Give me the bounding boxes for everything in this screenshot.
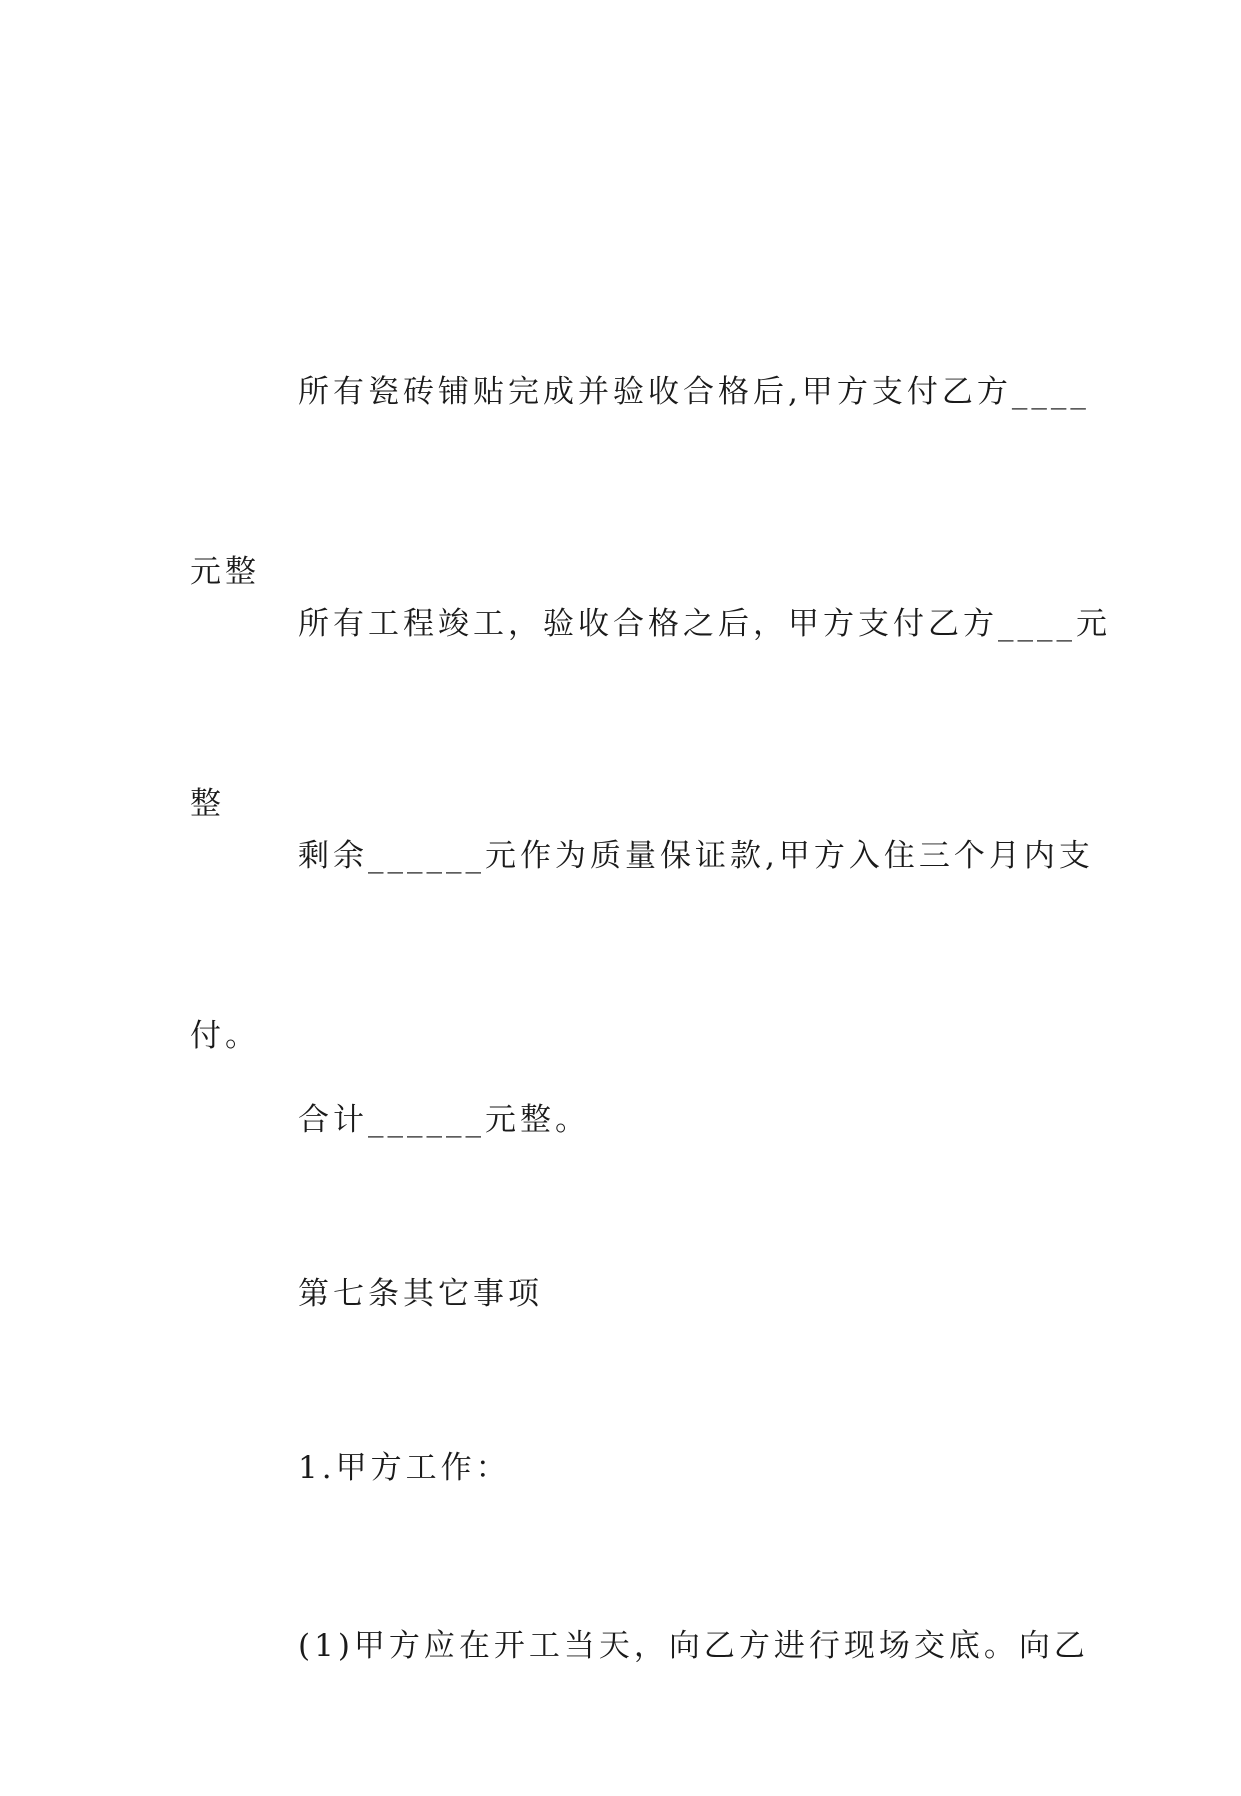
paragraph-line: 1.甲方工作： [298,1450,511,1486]
heading-line: 第七条其它事项 [298,1276,543,1312]
paragraph-line: 整 [190,786,225,822]
paragraph-line: 所有工程竣工，验收合格之后，甲方支付乙方____元 [298,606,1111,642]
paragraph-line: 合计______元整。 [298,1102,590,1138]
paragraph-line: (1)甲方应在开工当天，向乙方进行现场交底。向乙 [298,1628,1089,1664]
paragraph-line: 所有瓷砖铺贴完成并验收合格后,甲方支付乙方____ [298,374,1090,410]
paragraph-line: 付。 [190,1018,260,1054]
paragraph-line: 元整 [190,554,260,590]
paragraph-party-a-work-item-1 [190,1496,1089,1796]
paragraph-line: 剩余______元作为质量保证款,甲方入住三个月内支 [298,838,1094,874]
